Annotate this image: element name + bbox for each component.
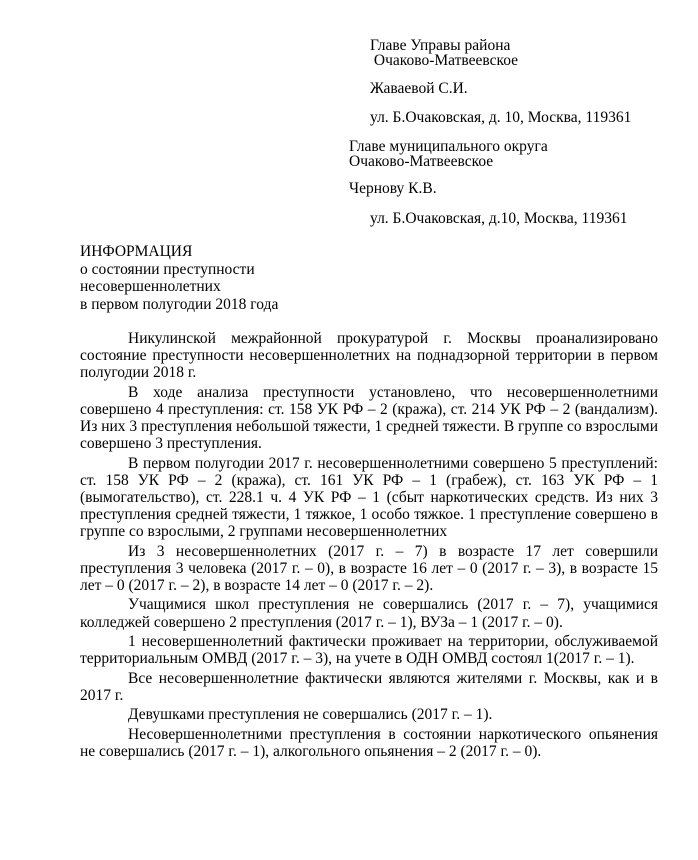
- title-heading: ИНФОРМАЦИЯ: [80, 243, 193, 260]
- document-body: [80, 330, 658, 763]
- addressee-2-position: Главе муниципального округа: [349, 138, 548, 155]
- addressee-1-address: ул. Б.Очаковская, д. 10, Москва, 119361: [370, 109, 632, 126]
- title-line-4: в первом полугодии 2018 года: [80, 295, 279, 313]
- paragraph-9: Несовершеннолетними преступления в состоянии наркотического опьянения не совершались (2017 г. – 1), алкогольного опьянения – 2 (2017 г. – 0).: [80, 726, 658, 761]
- paragraph-2: В ходе анализа преступности установлено, что несовершеннолетними совершено 4 преступления: ст. 158 УК РФ – 2 (кража), ст. 214 УК РФ – 2 (вандализм). Из них 3 преступления небольшой тяжести, 1 средней тяжести. В группе со взрослыми совершено 3 преступления.: [80, 383, 658, 453]
- paragraph-4: Из 3 несовершеннолетних (2017 г. – 7) в возрасте 17 лет совершили преступления 3 человека (2017 г. – 0), в возрасте 16 лет – 0 (2017 г. – 3), в возрасте 15 лет – 0 (2017 г. – 2), в возрасте 14 лет – 0 (2017 г. – 2).: [80, 542, 658, 594]
- title-line-2: о состоянии преступности: [80, 260, 255, 278]
- addressee-2-district: Очаково-Матвеевское: [349, 153, 494, 170]
- addressee-1-position: Главе Управы района: [370, 37, 511, 54]
- paragraph-6: 1 несовершеннолетний фактически проживает на территории, обслуживаемой территориальным ОМВД (2017 г. – 3), на учете в ОДН ОМВД состоял 1(2017 г. – 1).: [80, 633, 658, 668]
- paragraph-7: Все несовершеннолетние фактически являются жителями г. Москвы, как и в 2017 г.: [80, 669, 658, 704]
- addressee-2-name: Чернову К.В.: [349, 180, 437, 197]
- paragraph-1: Никулинской межрайонной прокуратурой г. Москвы проанализировано состояние преступности несовершеннолетних на поднадзорной территории в первом полугодии 2018 г.: [80, 330, 658, 382]
- title-line-3: несовершеннолетних: [80, 278, 221, 295]
- addressee-2-address: ул. Б.Очаковская, д.10, Москва, 119361: [370, 210, 628, 227]
- addressee-1-name: Жаваевой С.И.: [370, 80, 468, 97]
- paragraph-3: В первом полугодии 2017 г. несовершеннолетними совершено 5 преступлений: ст. 158 УК РФ – 2 (кража), ст. 161 УК РФ – 1 (грабеж), ст. 163 УК РФ – 1 (вымогательство), ст. 228.1 ч. 4 УК РФ – 1 (сбыт наркотических средств. Из них 3 преступления средней тяжести, 1 тяжкое, 1 особо тяжкое. 1 преступление совершено в группе со взрослыми, 2 группами несовершеннолетних: [80, 454, 658, 541]
- paragraph-8: Девушками преступления не совершались (2017 г. – 1).: [128, 706, 493, 724]
- document-title: [80, 243, 278, 313]
- addressee-1-district: Очаково-Матвеевское: [370, 52, 519, 69]
- paragraph-5: Учащимися школ преступления не совершались (2017 г. – 7), учащимися колледжей совершено 2 преступления (2017 г. – 1), ВУЗа – 1 (2017 г. – 0).: [80, 596, 658, 631]
